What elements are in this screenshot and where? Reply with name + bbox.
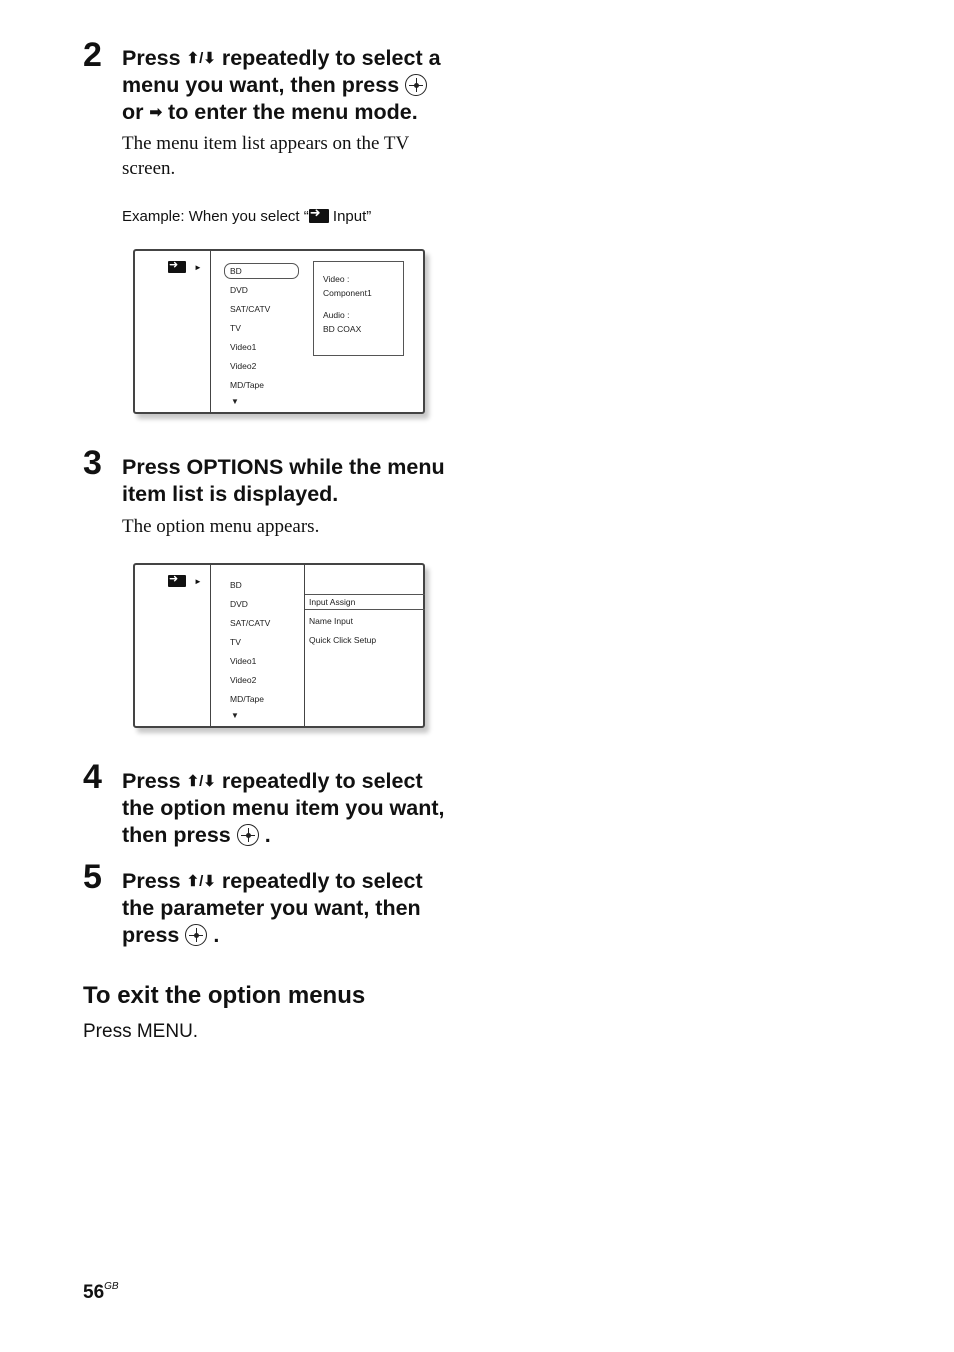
option-separator xyxy=(305,594,425,595)
option-menu-screen xyxy=(133,563,425,728)
menu-item-sat-catv[interactable]: SAT/CATV xyxy=(230,304,271,314)
step-2-heading xyxy=(122,45,472,126)
menu-item-dvd[interactable]: DVD xyxy=(230,285,248,295)
step-5-text: Press xyxy=(122,869,187,893)
section-title: To exit the option menus xyxy=(83,982,366,1009)
option-quick-click-setup[interactable]: Quick Click Setup xyxy=(309,635,377,645)
up-down-arrow-icon: ⬆/⬇ xyxy=(186,773,216,790)
scroll-down-icon: ▼ xyxy=(231,397,239,406)
step-4-text: the option menu item you want, xyxy=(122,796,445,820)
caption-text: Input” xyxy=(328,208,372,225)
video-value: Component1 xyxy=(323,288,372,298)
menu-item-bd[interactable]: BD xyxy=(230,580,242,590)
step-2-text: Press xyxy=(122,46,187,70)
enter-button-icon xyxy=(405,74,427,96)
menu-item-dvd[interactable]: DVD xyxy=(230,599,248,609)
step-4-text: Press xyxy=(122,769,187,793)
step-5-text: . xyxy=(213,923,220,947)
up-down-arrow-icon: ⬆/⬇ xyxy=(186,873,216,890)
menu-screen-input xyxy=(133,249,425,414)
menu-item-tv[interactable]: TV xyxy=(230,637,241,647)
input-icon xyxy=(168,261,186,273)
region-code: GB xyxy=(104,1281,119,1292)
step-4-number: 4 xyxy=(83,758,101,796)
step-2-text: repeatedly to select a xyxy=(215,46,441,70)
column-divider xyxy=(210,251,211,412)
menu-item-md-tape[interactable]: MD/Tape xyxy=(230,380,265,390)
menu-item-video2[interactable]: Video2 xyxy=(230,361,257,371)
option-input-assign[interactable]: Input Assign xyxy=(309,597,356,607)
input-icon xyxy=(309,209,329,223)
enter-button-icon xyxy=(237,824,259,846)
right-triangle-icon: ► xyxy=(194,577,202,586)
step-3-text: Press OPTIONS while the menu xyxy=(122,455,445,479)
step-4-text: . xyxy=(264,823,271,847)
menu-item-video1[interactable]: Video1 xyxy=(230,342,257,352)
video-label: Video : xyxy=(323,274,350,284)
menu-item-tv[interactable]: TV xyxy=(230,323,241,333)
step-5-text: repeatedly to select xyxy=(215,869,423,893)
step-4-heading xyxy=(122,768,472,849)
step-2-text: menu you want, then press xyxy=(122,73,406,97)
step-2-text: to enter the menu mode. xyxy=(162,100,418,124)
caption-text: Example: When you select “ xyxy=(122,208,309,225)
step-5-number: 5 xyxy=(83,858,101,896)
step-3-heading xyxy=(122,454,472,508)
column-divider xyxy=(304,565,305,726)
section-body: Press MENU. xyxy=(83,1021,199,1042)
step-3-text: item list is displayed. xyxy=(122,482,339,506)
up-down-arrow-icon: ⬆/⬇ xyxy=(186,50,216,67)
step-4-text: then press xyxy=(122,823,237,847)
right-triangle-icon: ► xyxy=(194,263,202,272)
enter-button-icon xyxy=(185,924,207,946)
menu-item-video1[interactable]: Video1 xyxy=(230,656,257,666)
step-3-body: The option menu appears. xyxy=(122,516,320,537)
menu-item-sat-catv[interactable]: SAT/CATV xyxy=(230,618,271,628)
audio-label: Audio : xyxy=(323,310,350,320)
right-arrow-icon: ➡ xyxy=(149,104,163,121)
step-5-text: press xyxy=(122,923,186,947)
step-5-heading xyxy=(122,868,472,949)
step-2-body-line: The menu item list appears on the TV xyxy=(122,133,410,154)
step-2-body-line: screen. xyxy=(122,158,176,179)
step-5-text: the parameter you want, then xyxy=(122,896,421,920)
step-2-body xyxy=(122,131,409,181)
input-icon xyxy=(168,575,186,587)
page-number-text: 56 xyxy=(83,1282,105,1303)
column-divider xyxy=(210,565,211,726)
page-number xyxy=(83,1281,119,1304)
step-2-number: 2 xyxy=(83,36,101,74)
menu-item-video2[interactable]: Video2 xyxy=(230,675,257,685)
menu-item-md-tape[interactable]: MD/Tape xyxy=(230,694,265,704)
audio-value: BD COAX xyxy=(323,324,362,334)
example-caption xyxy=(122,208,371,225)
scroll-down-icon: ▼ xyxy=(231,711,239,720)
step-3-number: 3 xyxy=(83,444,101,482)
input-info-box xyxy=(313,261,404,356)
step-4-text: repeatedly to select xyxy=(215,769,423,793)
menu-item-bd[interactable]: BD xyxy=(230,266,242,276)
step-2-text: or xyxy=(122,100,150,124)
option-name-input[interactable]: Name Input xyxy=(309,616,353,626)
option-separator xyxy=(305,609,425,610)
